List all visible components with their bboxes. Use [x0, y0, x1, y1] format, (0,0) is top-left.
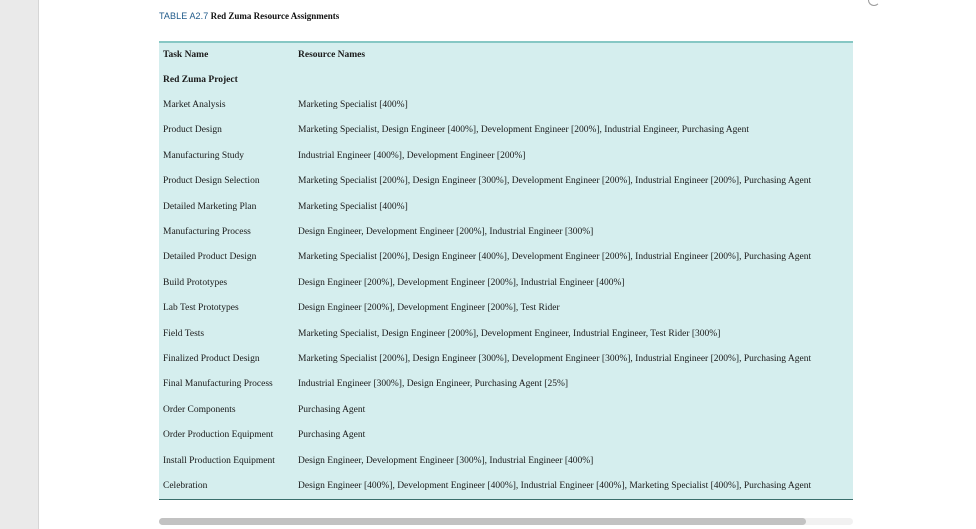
table-row [159, 397, 853, 422]
project-name: Red Zuma Project [163, 74, 238, 85]
header-resource-names: Resource Names [298, 50, 366, 60]
resource-names-cell: Purchasing Agent [298, 430, 366, 441]
task-name-cell: Finalized Product Design [163, 353, 260, 364]
task-name-cell: Detailed Marketing Plan [163, 201, 257, 212]
resource-names-cell: Design Engineer [200%], Development Engineer [200%], Industrial Engineer [400%] [298, 277, 625, 288]
table-row [159, 92, 853, 117]
task-name-cell: Install Production Equipment [163, 455, 275, 466]
task-name-cell: Final Manufacturing Process [163, 379, 273, 390]
task-name-cell: Order Components [163, 404, 236, 415]
resource-names-cell: Design Engineer, Development Engineer [300%], Industrial Engineer [400%] [298, 455, 594, 466]
table-title: Red Zuma Resource Assignments [210, 11, 340, 21]
table-row [159, 321, 853, 346]
task-name-cell: Celebration [163, 480, 208, 491]
table-row [159, 448, 853, 473]
table-viewport [159, 41, 853, 501]
scrollbar-thumb[interactable] [159, 518, 806, 525]
resource-names-cell: Marketing Specialist [400%] [298, 100, 408, 111]
table-row [159, 118, 853, 143]
task-name-cell: Detailed Product Design [163, 252, 257, 263]
resource-names-cell: Marketing Specialist [200%], Design Engineer [300%], Development Engineer [200%], Industrial Engineer [200%], Purchasing Agent [298, 176, 812, 187]
task-name-cell: Order Production Equipment [163, 430, 274, 441]
header-task-name: Task Name [163, 50, 209, 60]
table-row [159, 372, 853, 397]
horizontal-scrollbar[interactable] [159, 518, 853, 525]
resource-assignments-table [159, 41, 853, 500]
table-caption [159, 11, 339, 21]
task-name-cell: Manufacturing Study [163, 150, 245, 161]
task-name-cell: Field Tests [163, 328, 205, 339]
table-row [159, 219, 853, 244]
page-corner-icon [868, 0, 880, 6]
resource-names-cell: Design Engineer, Development Engineer [200%], Industrial Engineer [300%] [298, 227, 594, 238]
table-row [159, 169, 853, 194]
resource-names-cell: Marketing Specialist [200%], Design Engineer [400%], Development Engineer [200%], Industrial Engineer [200%], Purchasing Agent [298, 252, 812, 263]
resource-names-cell: Marketing Specialist [400%] [298, 201, 408, 212]
project-resources [294, 67, 853, 92]
resource-names-cell: Industrial Engineer [400%], Development Engineer [200%] [298, 150, 526, 161]
project-row [159, 67, 853, 92]
task-name-cell: Lab Test Prototypes [163, 303, 239, 314]
table-row [159, 473, 853, 499]
task-name-cell: Manufacturing Process [163, 227, 251, 238]
resource-names-cell: Industrial Engineer [300%], Design Engineer, Purchasing Agent [25%] [298, 379, 569, 390]
table-row [159, 194, 853, 219]
resource-names-cell: Design Engineer [400%], Development Engineer [400%], Industrial Engineer [400%], Marketing Specialist [400%], Purchasing Agent [298, 480, 812, 491]
task-name-cell: Market Analysis [163, 100, 226, 111]
left-margin-panel [0, 0, 39, 529]
table-row [159, 422, 853, 447]
table-row [159, 270, 853, 295]
table-number: TABLE A2.7 [159, 11, 209, 21]
resource-names-cell: Marketing Specialist [200%], Design Engineer [300%], Development Engineer [300%], Industrial Engineer [200%], Purchasing Agent [298, 353, 812, 364]
resource-names-cell: Design Engineer [200%], Development Engineer [200%], Test Rider [298, 303, 560, 314]
table-row [159, 245, 853, 270]
resource-names-cell: Marketing Specialist, Design Engineer [200%], Development Engineer, Industrial Engineer, Test Rider [300%] [298, 328, 721, 339]
resource-names-cell: Purchasing Agent [298, 404, 366, 415]
resource-names-cell: Marketing Specialist, Design Engineer [400%], Development Engineer [200%], Industrial Engineer, Purchasing Agent [298, 125, 750, 136]
table-row [159, 143, 853, 168]
task-name-cell: Product Design Selection [163, 176, 260, 187]
header-row [159, 42, 853, 67]
task-name-cell: Build Prototypes [163, 277, 228, 288]
table-row [159, 346, 853, 371]
task-name-cell: Product Design [163, 125, 222, 136]
table-row [159, 296, 853, 321]
